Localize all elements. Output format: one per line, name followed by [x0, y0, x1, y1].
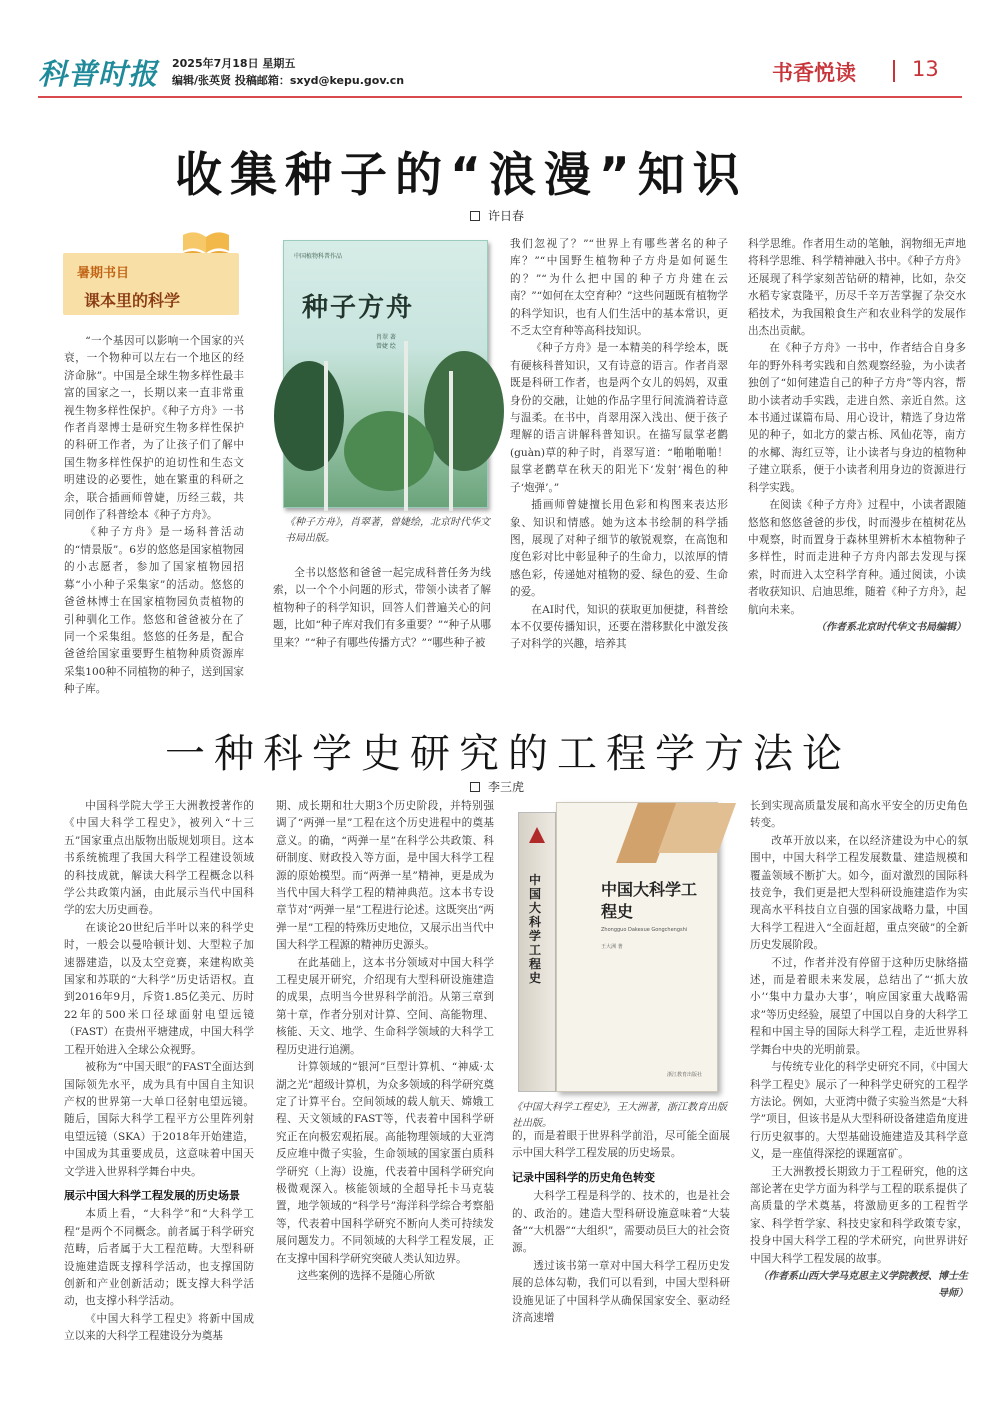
paragraph: “一个基因可以影响一个国家的兴衰，一个物种可以左右一个地区的经济命脉”。中国是全球生物多样性最丰富的国家之一，长期以来一直非常重视生物多样性保护。《种子方舟》一书作者肖翠博士是研究生物多样性保护的科研工作者，为了让孩子们了解中国生物多样性保护的迫切性和生态文明建设的必要性，她在繁重的科研之余，联合插画师曾婕，历经三载，共同创作了科普绘本《种子方舟》。	[64, 335, 244, 522]
article1-title: 收集种子的“浪漫”知识	[175, 148, 748, 203]
tree-illustration	[424, 351, 504, 471]
book-authors: 肖翠 著 曾婕 绘	[376, 334, 396, 350]
paragraph: 计算领域的“银河”巨型计算机、“神威·太湖之光”超级计算机，为众多领域的科学研究奠定了计算平台。空间领域的载人航天、嫦娥工程、天文领域的FAST等，代表着中国科学研究正在向极宏观拓展。高能物理领域的大亚湾反应堆中微子实验，生命领域的国家蛋白质科学研究（上海）设施，代表着中国科学研究向极微观深入。核能领域的全超导托卡马克装置，地学领域的“科学号”海洋科学综合考察船等，代表着中国科学研究不断向人类可持续发展问题发力。不同领域的大科学工程发展，正在支撑中国科学研究突破人类认知边界。	[276, 1061, 494, 1265]
article2-column-1	[64, 798, 254, 1358]
masthead-logo: 科普时报	[38, 57, 159, 91]
paragraph: 改革开放以来，在以经济建设为中心的氛围中，中国大科学工程发展数量、建造规模和覆盖领域不断扩大。如今，面对激烈的国际科技竞争，我们更是把大型科研设施建造作为实现高水平科技自立自强的国家战略力量，中国大科学工程进入“全面赶超，重点突破”的全新历史发展阶段。	[750, 834, 968, 952]
book-cover-big-science	[556, 802, 718, 1092]
tree-illustration	[344, 411, 434, 491]
book1-caption: 《种子方舟》，肖翠著，曾婕绘，北京时代华文书局出版。	[285, 517, 490, 544]
article2-author: 李三虎	[488, 780, 525, 794]
book-series: 中国植物科普作品	[294, 253, 343, 260]
byline-box-icon	[470, 211, 480, 221]
column-tag: 暑期书目	[77, 266, 130, 281]
paragraph: 不过，作者并没有停留于这种历史脉络描述，而是着眼未来发展，总结出了“‘抓大放小’‘集中力量办大事’，响应国家重大战略需求”等历史经验，展望了中国以自身的大科学工程和中国主导的国际大科学工程，走近世界科学舞台中央的光明前景。	[750, 956, 968, 1056]
paragraph: 在阅读《种子方舟》过程中，小读者跟随悠悠和悠悠爸爸的步伐，时而漫步在植树花丛中观察，时而置身于森林里辨析木本植物种子多样性，时而走进种子方舟内部去发现与探索，时而进入太空科学育种。通过阅读，小读者收获知识、启迪思维，随着《种子方舟》，起航向未来。	[748, 499, 966, 616]
article2-column-3	[512, 1128, 730, 1363]
publisher-logo-icon	[529, 827, 545, 843]
book-title: 中国大科学工程史	[601, 880, 698, 921]
book2-caption: 《中国大科学工程史》，王大洲著，浙江教育出版社出版。	[512, 1102, 727, 1129]
paragraph: 在AI时代，知识的获取更加便捷，科普绘本不仅要传播知识，还要在潜移默化中激发孩子对科学的兴趣，培养其	[510, 603, 728, 651]
paragraph: 在此基础上，这本书分领域对中国大科学工程史展开研究，介绍现有大型科研设施建造的成果，点明当今世界科学前沿。从第三章到第十章，作者分别对计算、空间、高能物理、核能、天文、地学、生命科学领域的大科学工程历史进行追溯。	[276, 956, 494, 1056]
section-divider	[893, 60, 895, 82]
author-signature: （作者系北京时代华文书局编辑）	[816, 621, 966, 633]
paragraph: 全书以悠悠和爸爸一起完成科普任务为线索，以一个个小问题的形式，带领小读者了解植物种子的科学知识，回答人们普遍关心的问题，比如“种子库对我们有多重要？”“种子从哪里来？”“种子有哪些传播方式？”“哪些种子被	[273, 567, 491, 649]
paragraph: 长到实现高质量发展和高水平安全的历史角色转变。	[750, 800, 968, 830]
paragraph: 的，而是着眼于世界科学前沿，尽可能全面展示中国大科学工程发展的历史场景。	[512, 1130, 730, 1160]
birch-trunk	[404, 341, 408, 511]
subheading: 展示中国大科学工程发展的历史场景	[64, 1188, 240, 1202]
article2-byline	[470, 778, 524, 795]
spine-title: 中国大科学工程史	[529, 873, 542, 985]
book-pinyin: Zhongguo Dakexue Gongchengshi	[601, 927, 688, 933]
article2-column-2	[276, 798, 494, 1358]
book-cover-seed-ark	[283, 240, 488, 508]
paragraph: 在谈论20世纪后半叶以来的科学史时，一般会以曼哈顿计划、大型粒子加速器建造，以及太空竞赛，来建构欧美国家和苏联的“大科学”历史话语权。直到2016年9月，斥资1.85亿美元、历时22年的500米口径球面射电望远镜（FAST）在贵州平塘建成，中国大科学工程开始进入全球公众视野。	[64, 921, 254, 1056]
article1-byline	[470, 207, 524, 224]
section-name: 书香悦读	[772, 61, 856, 85]
birch-trunk	[449, 371, 453, 511]
paragraph: 期、成长期和壮大期3个历史阶段，并特别强调了“两弹一星”工程在这个历史进程中的奠基意义。的确，“两弹一星”在科学公共政策、科研制度、财政投入等方面，是中国大科学工程源的原始模型。而“两弹一星”精神，更是成为当代中国大科学工程的精神典范。这本书专设章节对“两弹一星”工程进行论述。这既突出“两弹一星”工程的特殊历史地位，又展示出当代中国大科学工程源的精神历史源头。	[276, 800, 494, 952]
article1-column-2	[273, 565, 491, 670]
paragraph: 王大洲教授长期致力于工程研究，他的这部论著在史学方面为科学与工程的联系提供了高质量的学术奠基，将激励更多的工程哲学家、科学哲学家、科技史家和科学政策专家，投身中国大科学工程的学术研究，向世界讲好中国大科学工程发展的故事。	[750, 1165, 968, 1265]
paragraph: 《种子方舟》是一本精美的科学绘本，既有硬核科普知识，又有诗意的语言。作者肖翠既是科研工作者，也是两个女儿的妈妈，双重身份的交融，让她的作品字里行间流淌着诗意与温柔。在书中，肖翠用深入浅出、便于孩子理解的语言讲解科普知识。在描写鼠掌老鹳(guàn)草的种子时，肖翠写道：“啪啪啪啪！鼠掌老鹳草在秋天的阳光下‘发射’褐色的种子‘炮弹’。”	[510, 342, 728, 494]
column-title: 课本里的科学	[84, 291, 181, 310]
paragraph: 被称为“中国天眼”的FAST全面达到国际领先水平，成为具有中国自主知识产权的世界第一大单口径射电望远镜。随后，国际大科学工程平方公里阵列射电望远镜（SKA）于2018年开始建造，中国成为其重要成员，这意味着中国天文学进入世界科学舞台中央。	[64, 1061, 254, 1178]
issue-date: 2025年7月18日 星期五	[172, 57, 296, 70]
paragraph: 与传统专业化的科学史研究不同，《中国大科学工程史》展示了一种科学史研究的工程学方法论。例如，大亚湾中微子实验当然是“大科学”项目，但该书是从大型科研设备建造角度进行历史叙事的。大型基础设施建造及其科学意义，是一座值得深挖的课题富矿。	[750, 1061, 968, 1161]
author-signature: （作者系山西大学马克思主义学院教授、博士生导师）	[758, 1270, 968, 1300]
paragraph: 透过该书第一章对中国大科学工程历史发展的总体勾勒，我们可以看到，中国大型科研设施见证了中国科学从确保国家安全、驱动经济高速增	[512, 1259, 730, 1325]
paragraph: 科学思维。作者用生动的笔触，润物细无声地将科学思维、科学精神融入书中。《种子方舟》还展现了科学家刻苦钻研的精神，比如，杂交水稻专家袁隆平，历尽千辛万苦掌握了杂交水稻技术，为我国粮食生产和农业科学的发展作出杰出贡献。	[748, 238, 966, 338]
paragraph: 本质上看，“大科学”和“大科学工程”是两个不同概念。前者属于科学研究范畴，后者属于大工程范畴。大型科研设施建造既支撑科学活动，也支撑国防创新和产业创新活动；既支撑大科学活动，也支撑小科学活动。	[64, 1208, 254, 1308]
book-author: 王大洲 著	[601, 944, 623, 950]
paragraph: 中国科学院大学王大洲教授著作的《中国大科学工程史》，被列入“十三五”国家重点出版物出版规划项目。这本书系统梳理了我国大科学工程建设领域的科技成就，解读大科学工程概念以科学公共政策内涵，由此展示当代中国科学的宏大历史画卷。	[64, 800, 254, 917]
article2-title: 一种科学史研究的工程学方法论	[165, 731, 851, 777]
editor-line: 编辑/张英贤 投稿邮箱：sxyd@kepu.gov.cn	[172, 74, 405, 87]
paragraph: 《中国大科学工程史》将新中国成立以来的大科学工程建设分为奠基	[64, 1312, 254, 1343]
book-publisher: 浙江教育出版社	[667, 1072, 703, 1078]
birch-trunk	[324, 361, 328, 511]
paragraph: 《种子方舟》是一场科普活动的“情景版”。6岁的悠悠是国家植物园的小志愿者，参加了国家植物园招募“小小种子采集家”的活动。悠悠的爸爸林博士在国家植物园负责植物的引种驯化工作。悠悠和爸爸被分在了同一个采集组。悠悠的任务是，配合爸爸给国家重要野生植物种质资源库采集100种不同植物的种子，送到国家种子库。	[64, 526, 244, 696]
article1-column-3	[510, 236, 728, 672]
book-spine	[518, 812, 556, 1092]
paragraph: 插画师曾婕擅长用色彩和构图来表达形象、知识和情感。她为这本书绘制的科学插图，展现了对种子细节的敏锐观察，在高饱和度色彩对比中彰显种子的生命力，以浓厚的情感色彩，传递她对植物的爱、绿色的爱、生命的爱。	[510, 499, 728, 599]
header-rule	[38, 96, 962, 98]
page-number: 13	[912, 57, 939, 81]
book-title: 种子方舟	[302, 293, 415, 323]
paragraph: 我们忽视了？”“世界上有哪些著名的种子库？”“中国野生植物种子方舟是如何诞生的？”“为什么把中国的种子方舟建在云南？”“如何在太空育种？”这些问题既有植物学的科学知识，也有人们生活中的基本常识，更不乏太空育种等高科技知识。	[510, 238, 728, 338]
paragraph: 在《种子方舟》一书中，作者结合自身多年的野外科考实践和自然观察经验，为小读者独创了“如何建造自己的种子方舟”等内容，帮助小读者动手实践，走进自然、亲近自然。这本书通过谋篇布局、用心设计，精选了身边常见的种子，如北方的蒙古栎、风仙花等，南方的水椰、海红豆等，让小读者与身边的植物种子建立联系，便于小读者利用身边的资源进行科学实践。	[748, 342, 966, 494]
article1-author: 许日春	[488, 209, 525, 223]
paragraph: 大科学工程是科学的、技术的，也是社会的、政治的。建造大型科研设施意味着“大装备”“大机器”“大组织”，需要动员巨大的社会资源。	[512, 1190, 730, 1255]
article1-column-4	[748, 236, 966, 672]
article1-column-1	[64, 333, 244, 696]
byline-box-icon	[470, 782, 480, 792]
paragraph: 这些案例的选择不是随心所欲	[297, 1269, 435, 1282]
tree-illustration	[274, 361, 344, 471]
article2-column-4	[750, 798, 968, 1358]
subheading: 记录中国科学的历史角色转变	[512, 1170, 655, 1184]
